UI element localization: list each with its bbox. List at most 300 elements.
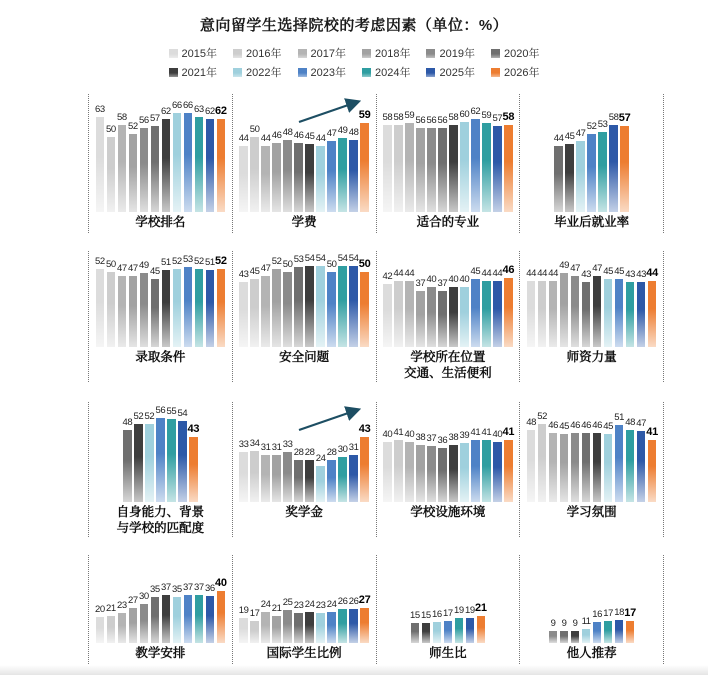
bar-value-label: 24	[260, 599, 271, 611]
bar-value-label: 57	[149, 113, 160, 125]
bar-column	[442, 609, 453, 643]
bar-column	[271, 604, 282, 643]
bar-column	[470, 107, 481, 212]
legend	[0, 45, 708, 80]
bar-column	[503, 264, 514, 347]
bar-value-label: 36	[437, 435, 448, 447]
bar-column	[204, 258, 215, 347]
bar	[305, 460, 314, 502]
bar-value-label: 54	[337, 253, 348, 265]
bar-value-label: 57	[618, 112, 631, 125]
bar-column	[453, 606, 464, 643]
bar-column	[293, 448, 304, 502]
bar-column	[647, 267, 658, 347]
chart-plot	[378, 251, 519, 347]
bar-value-label: 41	[393, 427, 404, 439]
bar-column	[559, 261, 570, 347]
chart-plot	[234, 94, 375, 212]
bar	[140, 128, 149, 212]
bar-column	[171, 585, 182, 643]
bar-column	[133, 412, 144, 502]
chart-caption-line: 学校排名	[135, 215, 186, 229]
bar-column	[271, 443, 282, 502]
legend-item	[426, 64, 474, 80]
bar-column	[464, 606, 475, 643]
chart-caption-line: 他人推荐	[566, 646, 617, 660]
chart-plot	[234, 402, 375, 502]
bar-column	[315, 454, 326, 502]
bar-value-label: 52	[214, 255, 227, 268]
bar-value-label: 48	[282, 127, 293, 139]
bar-column	[409, 611, 420, 643]
bar-column	[182, 101, 193, 212]
legend-swatch-icon	[298, 49, 307, 58]
bar-value-label: 58	[448, 112, 459, 124]
bar-value-label: 59	[358, 109, 371, 122]
bar	[416, 445, 425, 502]
bar	[305, 266, 314, 347]
bar-value-label: 21	[474, 602, 487, 615]
bar-column	[326, 448, 337, 502]
bar-value-label: 53	[293, 254, 304, 266]
bar	[405, 123, 414, 212]
bar	[615, 279, 624, 347]
bar-column	[564, 132, 575, 212]
bar	[250, 621, 259, 643]
bar	[261, 612, 270, 643]
bar	[338, 609, 347, 643]
bar	[416, 291, 425, 347]
legend-item	[169, 64, 217, 80]
bar-column	[614, 267, 625, 347]
bar	[471, 279, 480, 347]
bar	[394, 281, 403, 347]
chart-caption	[521, 212, 662, 233]
bar-value-label: 58	[502, 111, 515, 124]
bar	[283, 610, 292, 643]
chart-caption-line: 交通、生活便利	[404, 365, 492, 380]
bar-column	[116, 601, 127, 643]
bar-value-label: 63	[193, 104, 204, 116]
bar-column	[415, 433, 426, 502]
bar-value-label: 50	[358, 258, 371, 271]
bar	[96, 117, 105, 212]
legend-label: 2016年	[246, 48, 282, 60]
bar	[549, 281, 558, 347]
chart-caption	[234, 347, 375, 382]
chart-cell	[376, 251, 520, 382]
bar	[576, 141, 585, 212]
bar	[527, 430, 536, 502]
bar-column	[315, 134, 326, 212]
bar	[493, 442, 502, 502]
bar	[571, 631, 580, 643]
bar-column	[144, 412, 155, 502]
bar	[482, 440, 491, 502]
bar-column	[393, 269, 404, 347]
chart-caption-line: 适合的专业	[416, 215, 480, 229]
bar-column	[548, 421, 559, 502]
bar-value-label: 15	[420, 610, 431, 622]
bar	[327, 272, 336, 347]
bar-value-label: 47	[575, 128, 586, 140]
bar-value-label: 9	[572, 618, 578, 630]
bar	[626, 430, 635, 502]
bar-column	[393, 113, 404, 212]
bar	[482, 123, 491, 212]
bar	[383, 125, 392, 212]
bar	[604, 434, 613, 502]
bar-column	[448, 113, 459, 212]
bar-value-label: 66	[171, 100, 182, 112]
bar-value-label: 19	[453, 605, 464, 617]
bar-column	[382, 430, 393, 502]
bar-value-label: 44	[548, 268, 559, 280]
bar-column	[138, 116, 149, 212]
bar	[460, 122, 469, 212]
bar-value-label: 59	[404, 110, 415, 122]
page-bottom-shadow	[0, 665, 708, 675]
bar-value-label: 31	[271, 442, 282, 454]
bar-column	[238, 440, 249, 502]
bar	[195, 117, 204, 212]
bar-column	[105, 604, 116, 643]
bar	[405, 281, 414, 347]
bar-value-label: 55	[166, 406, 177, 418]
chart-caption	[90, 502, 231, 537]
bar-column	[625, 270, 636, 347]
legend-swatch-icon	[298, 68, 307, 77]
bar-value-label: 53	[182, 254, 193, 266]
bar-value-label: 58	[116, 112, 127, 124]
bar-column	[326, 260, 337, 347]
bar	[283, 272, 292, 347]
bar-value-label: 46	[502, 264, 515, 277]
chart-caption-line: 安全问题	[279, 350, 330, 364]
bar-column	[415, 116, 426, 212]
bar-value-label: 47	[127, 263, 138, 275]
bar-value-label: 42	[382, 271, 393, 283]
bar	[538, 281, 547, 347]
bar	[283, 452, 292, 502]
bar-value-label: 24	[326, 599, 337, 611]
bar-column	[359, 258, 370, 347]
bar	[250, 451, 259, 502]
bar-value-label: 40	[492, 429, 503, 441]
bar-column	[382, 272, 393, 347]
bar	[294, 613, 303, 643]
legend-label: 2015年	[181, 48, 218, 60]
bar-column	[304, 132, 315, 212]
bar	[189, 437, 198, 502]
bar-column	[260, 443, 271, 502]
bar-column	[326, 600, 337, 643]
chart-plot	[521, 402, 662, 502]
chart-plot	[90, 251, 231, 347]
bar	[504, 440, 513, 502]
bar-value-label: 44	[404, 268, 415, 280]
bar	[294, 460, 303, 502]
chart-plot	[90, 555, 231, 643]
bar-value-label: 30	[337, 444, 348, 456]
bar-column	[337, 597, 348, 643]
bar-value-label: 44	[492, 268, 503, 280]
bar-column	[238, 606, 249, 643]
bar-column	[481, 111, 492, 212]
bar-column	[249, 125, 260, 212]
bar-value-label: 66	[182, 100, 193, 112]
bar	[637, 282, 646, 347]
bar	[648, 281, 657, 347]
chart-plot	[521, 94, 662, 212]
legend-item	[233, 45, 281, 61]
legend-swatch-icon	[426, 49, 435, 58]
bar-value-label: 28	[293, 447, 304, 459]
bar-column	[592, 610, 603, 643]
bar-column	[282, 260, 293, 347]
bar-value-label: 47	[260, 263, 271, 275]
bar	[162, 595, 171, 643]
bar	[466, 618, 475, 643]
bar-value-label: 56	[155, 405, 166, 417]
bar-column	[260, 134, 271, 212]
bar-column	[597, 120, 608, 212]
bar	[206, 270, 215, 347]
bar	[206, 596, 215, 643]
chart-caption	[521, 347, 662, 382]
bar-column	[177, 409, 188, 502]
chart-cell	[519, 402, 664, 537]
bar-value-label: 46	[293, 130, 304, 142]
chart-caption-line: 国际学生比例	[266, 646, 342, 660]
bar-value-label: 17	[603, 608, 614, 620]
bar-value-label: 18	[614, 607, 625, 619]
bar-column	[238, 270, 249, 347]
bar-value-label: 44	[481, 268, 492, 280]
bar-value-label: 38	[448, 432, 459, 444]
chart-plot	[378, 402, 519, 502]
bar	[538, 424, 547, 502]
bar-value-label: 40	[459, 274, 470, 286]
bar-column	[570, 264, 581, 347]
bar-column	[492, 430, 503, 502]
bar	[129, 134, 138, 212]
bar	[184, 113, 193, 212]
bar-value-label: 21	[271, 603, 282, 615]
bar-value-label: 43	[238, 269, 249, 281]
bar-value-label: 20	[94, 604, 105, 616]
bar	[560, 631, 569, 643]
bar-column	[581, 270, 592, 347]
bar	[482, 281, 491, 347]
bar	[305, 144, 314, 212]
bar-value-label: 43	[187, 423, 200, 436]
bar	[107, 272, 116, 347]
bar	[145, 424, 154, 502]
bar	[178, 421, 187, 502]
bar-value-label: 62	[470, 106, 481, 118]
bar-column	[149, 267, 160, 347]
chart-cell	[232, 402, 376, 537]
bar	[107, 616, 116, 643]
bar-value-label: 44	[393, 268, 404, 280]
bar	[206, 119, 215, 212]
bar-value-label: 27	[358, 594, 371, 607]
bar-value-label: 26	[348, 596, 359, 608]
bar-value-label: 48	[348, 127, 359, 139]
bar	[471, 440, 480, 502]
bar-value-label: 45	[564, 131, 575, 143]
bar-value-label: 17	[624, 607, 637, 620]
bar	[460, 443, 469, 502]
bar-value-label: 39	[459, 430, 470, 442]
bar	[460, 287, 469, 347]
chart-cell	[232, 94, 376, 233]
bar-column	[260, 264, 271, 347]
bar	[383, 284, 392, 347]
bar	[118, 613, 127, 643]
bar-value-label: 50	[282, 259, 293, 271]
bar-value-label: 62	[214, 105, 227, 118]
bar-column	[337, 126, 348, 212]
bar-value-label: 40	[382, 429, 393, 441]
bar-column	[188, 423, 199, 502]
bar-value-label: 24	[315, 453, 326, 465]
bar-column	[304, 254, 315, 347]
bar-value-label: 56	[426, 115, 437, 127]
bar-value-label: 45	[249, 266, 260, 278]
bar-value-label: 19	[238, 605, 249, 617]
bar	[140, 273, 149, 347]
bar-column	[304, 448, 315, 502]
bar-column	[636, 419, 647, 502]
bar	[394, 440, 403, 502]
bar	[195, 595, 204, 643]
bar-value-label: 43	[625, 269, 636, 281]
bar	[493, 281, 502, 347]
bar	[449, 125, 458, 212]
bar	[360, 437, 369, 502]
bar-column	[537, 412, 548, 502]
bar-column	[431, 610, 442, 643]
bar-value-label: 52	[271, 256, 282, 268]
bar-column	[459, 275, 470, 347]
bar-column	[481, 269, 492, 347]
chart-plot	[521, 555, 662, 643]
bar	[173, 269, 182, 347]
chart-caption	[378, 347, 519, 382]
chart-row	[88, 555, 664, 664]
chart-caption-line: 自身能力、背景	[116, 505, 205, 519]
bar-value-label: 44	[553, 133, 564, 145]
bar-column	[359, 594, 370, 643]
bar-value-label: 37	[193, 582, 204, 594]
bar-value-label: 41	[502, 426, 515, 439]
bar-column	[437, 279, 448, 347]
bar-value-label: 54	[348, 253, 359, 265]
bar	[239, 282, 248, 347]
bar-column	[348, 254, 359, 347]
bar-column	[437, 436, 448, 502]
bar-column	[614, 413, 625, 502]
bar-column	[282, 128, 293, 212]
bar	[173, 597, 182, 643]
bar	[151, 279, 160, 347]
bar-value-label: 23	[116, 600, 127, 612]
legend-label: 2023年	[310, 67, 346, 79]
bar-value-label: 37	[182, 582, 193, 594]
bar-value-label: 31	[260, 442, 271, 454]
bar	[338, 138, 347, 212]
bar-value-label: 28	[326, 447, 337, 459]
bar-value-label: 46	[581, 420, 592, 432]
bar-column	[293, 601, 304, 643]
trend-up-arrow-icon	[295, 404, 367, 434]
chart-cell	[88, 402, 232, 537]
bar-column	[304, 600, 315, 643]
chart-row	[88, 94, 664, 233]
legend-item	[491, 64, 539, 80]
bar-column	[160, 583, 171, 643]
legend-swatch-icon	[169, 49, 178, 58]
bar-column	[603, 422, 614, 502]
bar	[239, 146, 248, 212]
bar-value-label: 52	[144, 411, 155, 423]
bar	[349, 266, 358, 347]
bar-value-label: 41	[470, 427, 481, 439]
chart-cell	[376, 402, 520, 537]
bar-value-label: 52	[586, 121, 597, 133]
bar-value-label: 47	[326, 128, 337, 140]
bar-column	[619, 112, 630, 212]
bar-value-label: 25	[282, 597, 293, 609]
chart-cell	[88, 251, 232, 382]
bar-column	[94, 257, 105, 347]
bar-column	[215, 255, 226, 347]
bar	[283, 140, 292, 212]
bar-value-label: 51	[160, 257, 171, 269]
bar-value-label: 51	[614, 412, 625, 424]
bar-column	[526, 418, 537, 502]
legend-item	[169, 45, 217, 61]
bar	[394, 125, 403, 212]
legend-label: 2026年	[503, 67, 540, 79]
legend-swatch-icon	[426, 68, 435, 77]
chart-caption-line: 学习氛围	[566, 505, 617, 519]
legend-swatch-icon	[169, 68, 178, 77]
bar-column	[271, 257, 282, 347]
chart-caption	[521, 502, 662, 537]
bar	[493, 126, 502, 212]
bar-value-label: 44	[646, 267, 659, 280]
legend-item	[298, 64, 346, 80]
bar-value-label: 56	[415, 115, 426, 127]
bar-value-label: 49	[337, 125, 348, 137]
chart-plot	[521, 251, 662, 347]
bar-column	[426, 116, 437, 212]
bar-column	[603, 267, 614, 347]
bar	[549, 433, 558, 502]
bar-value-label: 50	[326, 259, 337, 271]
bar-column	[315, 254, 326, 347]
bar	[582, 629, 591, 643]
bar-column	[608, 113, 619, 212]
bar-value-label: 43	[581, 269, 592, 281]
bar-column	[459, 110, 470, 212]
bar	[438, 291, 447, 347]
bar-value-label: 48	[625, 417, 636, 429]
bar-column	[171, 257, 182, 347]
